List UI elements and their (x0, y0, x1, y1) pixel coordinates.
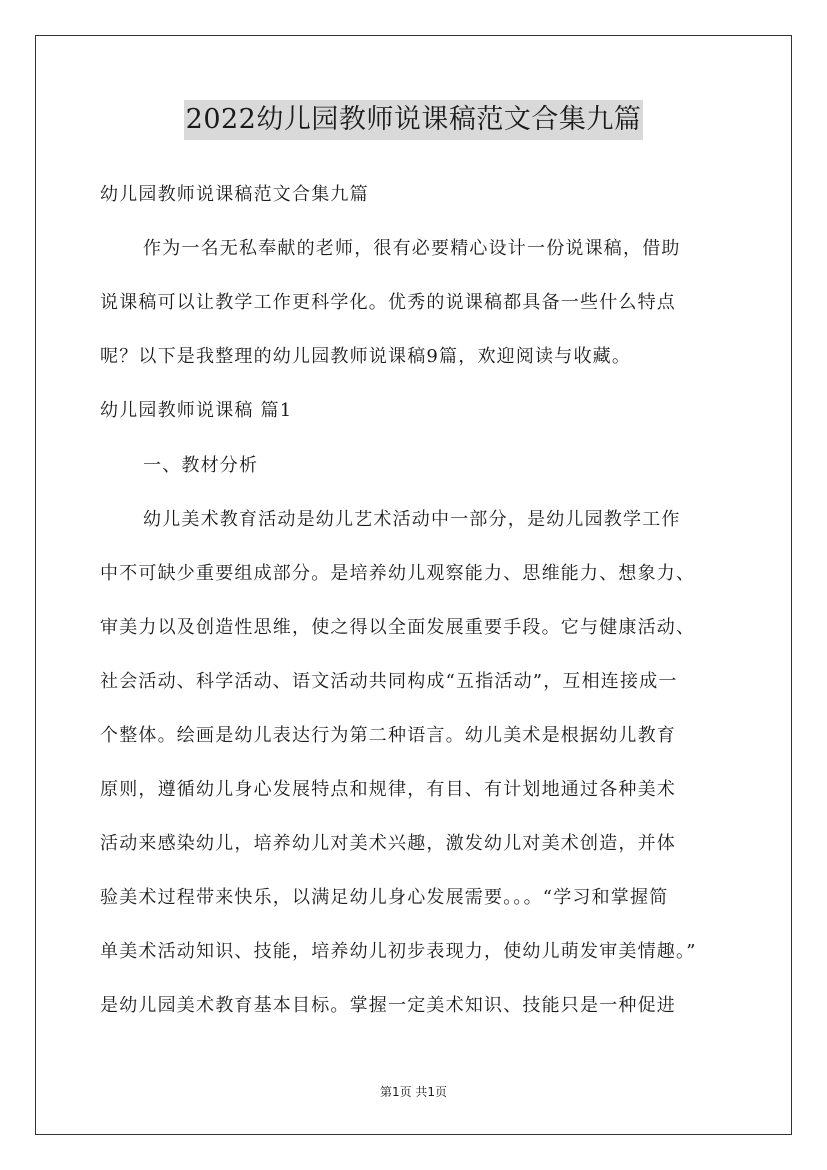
paragraph-line: 原则，遵循幼儿身心发展特点和规律，有目、有计划地通过各种美术 (100, 779, 676, 800)
paragraph-line: 验美术过程带来快乐，以满足幼儿身心发展需要。。。“学习和掌握简 (100, 887, 669, 908)
subsection-heading: 一、教材分析 (143, 455, 259, 476)
paragraph-line: 单美术活动知识、技能，培养幼儿初步表现力，使幼儿萌发审美情趣。” (100, 941, 697, 962)
paragraph-line: 社会活动、科学活动、语文活动共同构成“五指活动”，互相连接成一 (100, 671, 678, 692)
document-title-row (0, 100, 827, 140)
subtitle-line: 幼儿园教师说课稿范文合集九篇 (100, 184, 369, 205)
paragraph-line: 呢？以下是我整理的幼儿园教师说课稿9篇，欢迎阅读与收藏。 (100, 346, 632, 367)
paragraph-line: 是幼儿园美术教育基本目标。掌握一定美术知识、技能只是一种促进 (100, 995, 676, 1016)
document-title: 2022幼儿园教师说课稿范文合集九篇 (184, 100, 644, 140)
paragraph-line: 活动来感染幼儿，培养幼儿对美术兴趣，激发幼儿对美术创造，并体 (100, 833, 676, 854)
paragraph-line: 作为一名无私奉献的老师，很有必要精心设计一份说课稿，借助 (143, 238, 681, 259)
paragraph-line: 审美力以及创造性思维，使之得以全面发展重要手段。它与健康活动、 (100, 617, 696, 638)
paragraph-line: 个整体。绘画是幼儿表达行为第二种语言。幼儿美术是根据幼儿教育 (100, 725, 676, 746)
paragraph-line: 幼儿美术教育活动是幼儿艺术活动中一部分，是幼儿园教学工作 (143, 509, 681, 530)
section-heading: 幼儿园教师说课稿 篇1 (100, 400, 293, 421)
paragraph-line: 中不可缺少重要组成部分。是培养幼儿观察能力、思维能力、想象力、 (100, 563, 696, 584)
paragraph-line: 说课稿可以让教学工作更科学化。优秀的说课稿都具备一些什么特点 (100, 292, 676, 313)
page-footer: 第1页 共1页 (379, 1085, 448, 1099)
